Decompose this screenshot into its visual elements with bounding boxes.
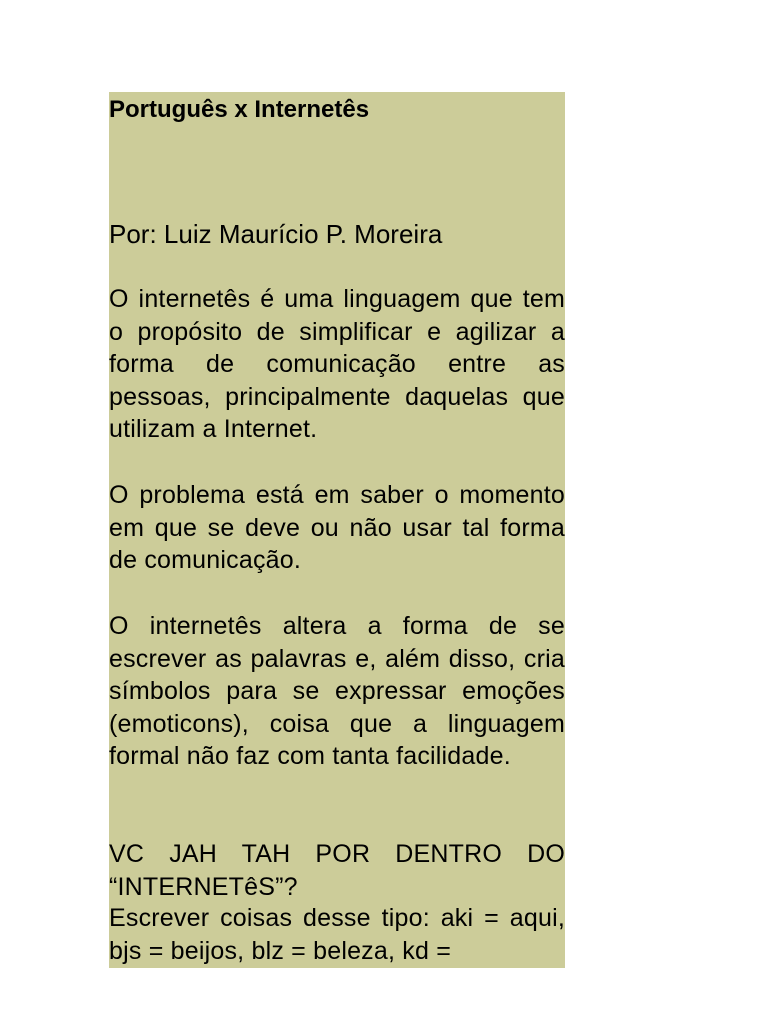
highlighted-text-block — [109, 92, 565, 968]
paragraph-intro: O internetês é uma linguagem que tem o propósito de simplificar e agilizar a forma de comunicação entre as pessoas, principalmente daquelas que utilizam a Internet. — [109, 285, 565, 443]
paragraph-problem: O problema está em saber o momento em que se deve ou não usar tal forma de comunicação. — [109, 481, 565, 574]
paragraph-emoticons: O internetês altera a forma de se escrever as palavras e, além disso, cria símbolos para se expressar emoções (emoticons), coisa que a linguagem formal não faz com tanta facilidade. — [109, 612, 565, 770]
author-line: Por: Luiz Maurício P. Moreira — [109, 219, 443, 249]
paragraph-examples: Escrever coisas desse tipo: aki = aqui, bjs = beijos, blz = beleza, kd = — [109, 904, 565, 965]
paragraph-question: VC JAH TAH POR DENTRO DO “INTERNETêS”? — [109, 840, 565, 901]
document-title: Português x Internetês — [109, 96, 370, 123]
